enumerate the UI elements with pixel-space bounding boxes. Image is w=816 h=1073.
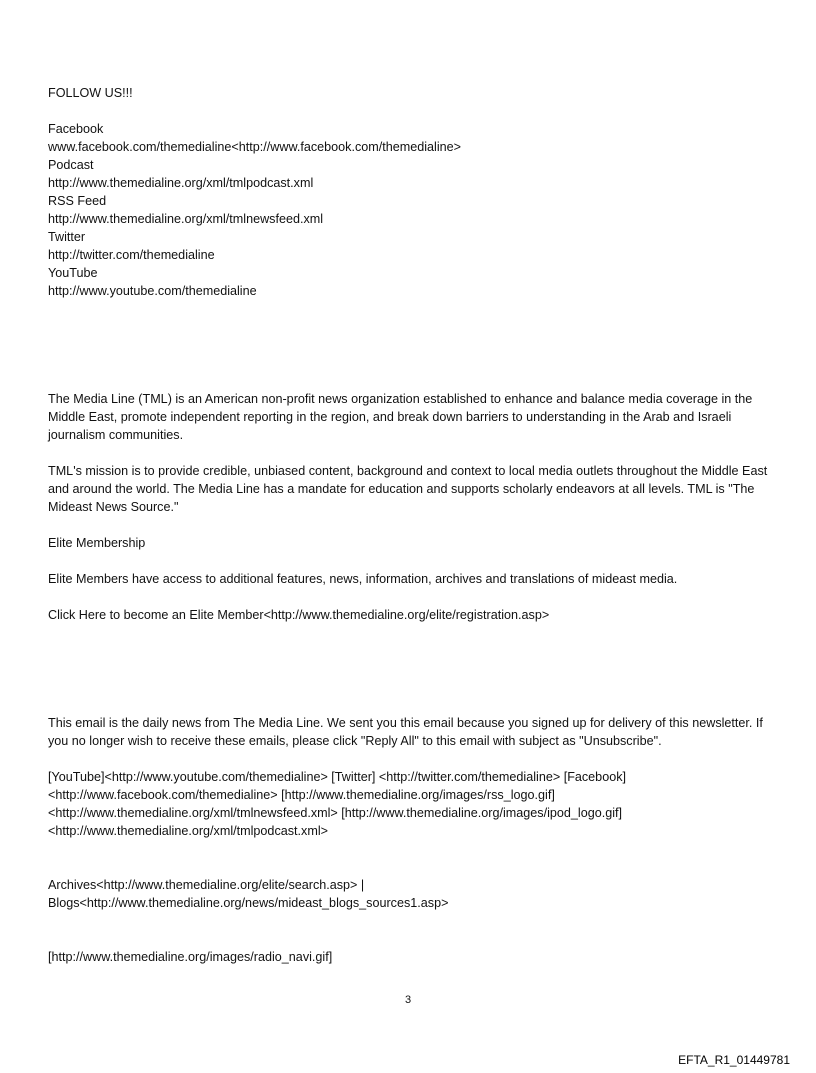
social-line[interactable]: <http://www.facebook.com/themedialine> [http://www.themedialine.org/images/rss_logo.gif] [48, 788, 555, 802]
social-line[interactable]: <http://www.themedialine.org/xml/tmlpodcast.xml> [48, 824, 328, 838]
youtube-label: YouTube [48, 266, 98, 280]
archives-link[interactable]: Archives<http://www.themedialine.org/elite/search.asp> | [48, 878, 365, 892]
twitter-link[interactable]: http://twitter.com/themedialine [48, 248, 215, 262]
blogs-link[interactable]: Blogs<http://www.themedialine.org/news/mideast_blogs_sources1.asp> [48, 896, 449, 910]
newsletter-notice: This email is the daily news from The Media Line. We sent you this email because you signed up for delivery of this newsletter. If you no longer wish to receive these emails, please click "Reply All" to this email with subject as "Unsubscribe". [48, 716, 763, 748]
follow-heading: FOLLOW US!!! [48, 86, 133, 100]
facebook-label: Facebook [48, 122, 104, 136]
document-id: EFTA_R1_01449781 [678, 1053, 790, 1067]
rss-feed-label: RSS Feed [48, 194, 107, 208]
radio-image-placeholder[interactable]: [http://www.themedialine.org/images/radio_navi.gif] [48, 950, 333, 964]
podcast-link[interactable]: http://www.themedialine.org/xml/tmlpodcast.xml [48, 176, 314, 190]
page-number: 3 [404, 994, 412, 1006]
social-links-block [48, 768, 773, 840]
email-body [48, 84, 773, 966]
social-line[interactable]: [YouTube]<http://www.youtube.com/themedialine> [Twitter] <http://twitter.com/themedialine> [Facebook] [48, 770, 626, 784]
youtube-link[interactable]: http://www.youtube.com/themedialine [48, 284, 257, 298]
podcast-label: Podcast [48, 158, 94, 172]
elite-description: Elite Members have access to additional features, news, information, archives and translations of mideast media. [48, 572, 678, 586]
facebook-link[interactable]: www.facebook.com/themedialine<http://www.facebook.com/themedialine> [48, 140, 462, 154]
elite-registration-link[interactable]: Click Here to become an Elite Member<http://www.themedialine.org/elite/registration.asp> [48, 608, 550, 622]
twitter-label: Twitter [48, 230, 86, 244]
elite-heading: Elite Membership [48, 536, 146, 550]
about-paragraph-mandate: TML's mission is to provide credible, unbiased content, background and context to local media outlets throughout the Middle East and around the world. The Media Line has a mandate for education and supports scholarly endeavors at all levels. TML is "The Mideast News Source." [48, 464, 768, 514]
follow-list [48, 120, 773, 300]
rss-feed-link[interactable]: http://www.themedialine.org/xml/tmlnewsfeed.xml [48, 212, 324, 226]
about-paragraph-mission: The Media Line (TML) is an American non-profit news organization established to enhance and balance media coverage in the Middle East, promote independent reporting in the region, and break down barriers to understanding in the Arab and Israeli journalism communities. [48, 392, 753, 442]
social-line[interactable]: <http://www.themedialine.org/xml/tmlnewsfeed.xml> [http://www.themedialine.org/images/ipod_logo.gif] [48, 806, 622, 820]
